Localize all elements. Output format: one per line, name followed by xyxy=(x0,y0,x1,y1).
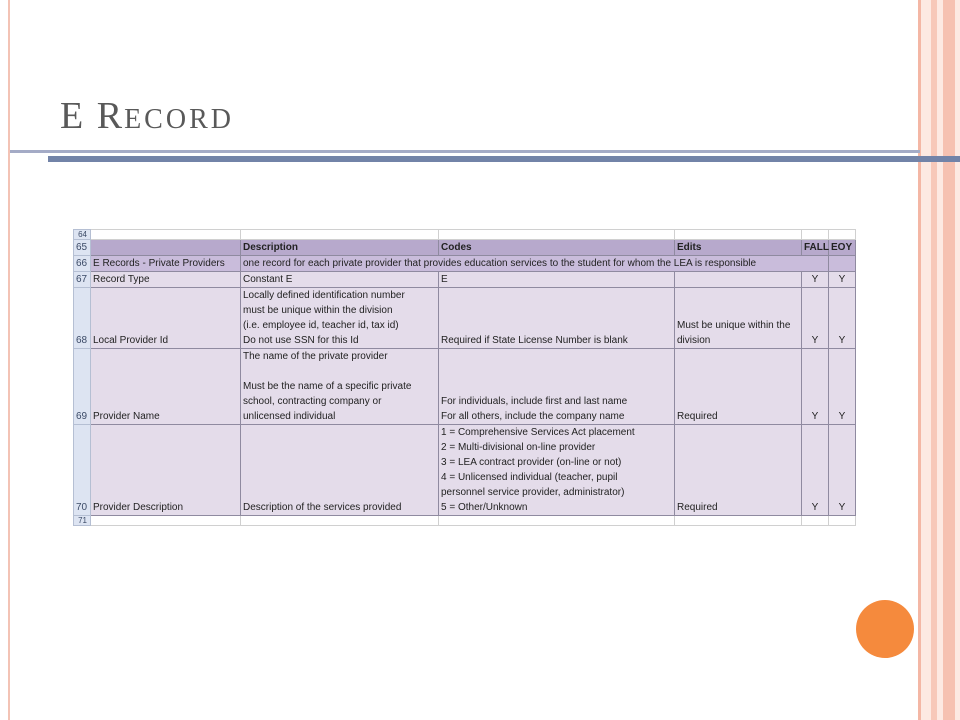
table-row xyxy=(74,272,856,288)
title-word-first: R xyxy=(96,95,125,137)
eoy-flag: Y xyxy=(829,288,856,349)
field-edits: Must be unique within the division xyxy=(675,288,802,349)
fall-flag: Y xyxy=(802,349,829,425)
table-row xyxy=(74,425,856,516)
column-header xyxy=(91,240,241,256)
field-edits: Required xyxy=(675,349,802,425)
column-header: Codes xyxy=(439,240,675,256)
field-codes: Required if State License Number is blank xyxy=(439,288,675,349)
fall-flag: Y xyxy=(802,272,829,288)
column-header: Edits xyxy=(675,240,802,256)
spreadsheet-excerpt xyxy=(73,229,855,525)
field-edits xyxy=(675,272,802,288)
table-row xyxy=(74,288,856,349)
eoy-flag: Y xyxy=(829,272,856,288)
field-description: The name of the private provider Must be the name of a specific private school, contracting company or unlicensed individual xyxy=(241,349,439,425)
right-stripe xyxy=(918,0,921,720)
field-codes: For individuals, include first and last name For all others, include the company name xyxy=(439,349,675,425)
row-number: 67 xyxy=(74,272,91,288)
slide-left-border xyxy=(8,0,10,720)
table-row xyxy=(74,230,856,240)
row-number: 64 xyxy=(74,230,91,240)
row-number: 69 xyxy=(74,349,91,425)
row-number: 66 xyxy=(74,256,91,272)
right-stripe xyxy=(931,0,937,720)
row-number: 71 xyxy=(74,516,91,526)
slide-right-decoration xyxy=(918,0,960,720)
field-name: Local Provider Id xyxy=(91,288,241,349)
field-name: E Records - Private Providers xyxy=(91,256,241,272)
slide-title xyxy=(60,94,234,138)
column-header: EOY xyxy=(829,240,856,256)
column-header: Description xyxy=(241,240,439,256)
table-header-row xyxy=(74,240,856,256)
title-underline-thick xyxy=(48,156,960,162)
field-codes: 1 = Comprehensive Services Act placement 2 = Multi-divisional on-line provider 3 = LEA contract provider (on-line or not) 4 = Unlicensed individual (teacher, pupil personnel service provider, administrator) 5 = Other/Unknown xyxy=(439,425,675,516)
title-initial: E xyxy=(60,95,86,137)
eoy-flag: Y xyxy=(829,425,856,516)
right-stripe xyxy=(943,0,955,720)
table-row xyxy=(74,256,856,272)
record-spec-table xyxy=(73,229,856,526)
title-underline-thin xyxy=(10,150,920,153)
field-name: Record Type xyxy=(91,272,241,288)
field-name: Provider Description xyxy=(91,425,241,516)
title-word-rest: ECORD xyxy=(124,104,234,135)
table-row xyxy=(74,349,856,425)
field-description: one record for each private provider that provides education services to the student for whom the LEA is responsible xyxy=(241,256,829,272)
accent-circle xyxy=(856,600,914,658)
field-codes: E xyxy=(439,272,675,288)
row-number: 65 xyxy=(74,240,91,256)
row-number: 68 xyxy=(74,288,91,349)
field-description: Description of the services provided xyxy=(241,425,439,516)
row-number: 70 xyxy=(74,425,91,516)
fall-flag: Y xyxy=(802,425,829,516)
field-edits: Required xyxy=(675,425,802,516)
eoy-flag: Y xyxy=(829,349,856,425)
field-description: Locally defined identification number must be unique within the division (i.e. employee id, teacher id, tax id) Do not use SSN for this Id xyxy=(241,288,439,349)
column-header: FALL xyxy=(802,240,829,256)
fall-flag: Y xyxy=(802,288,829,349)
field-description: Constant E xyxy=(241,272,439,288)
field-name: Provider Name xyxy=(91,349,241,425)
table-row xyxy=(74,516,856,526)
